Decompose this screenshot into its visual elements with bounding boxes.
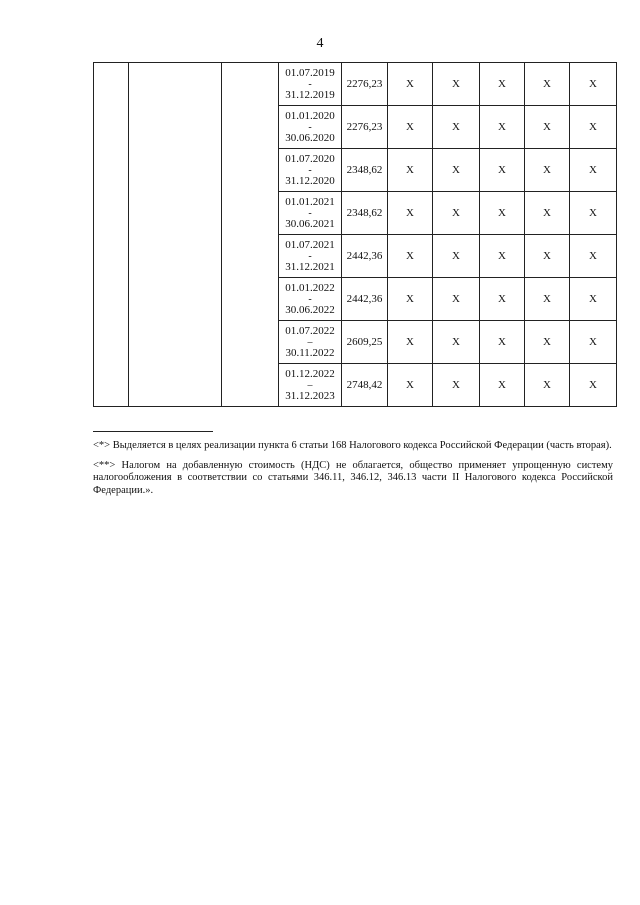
x-mark-cell: X (388, 321, 433, 364)
x-mark-cell: X (525, 321, 570, 364)
x-mark-cell: X (570, 321, 617, 364)
footnote-1: <*> Выделяется в целях реализации пункта 6 статьи 168 Налогового кодекса Российской Федерации (часть вторая). (93, 440, 612, 451)
period-separator: – (307, 379, 313, 391)
period-cell (279, 278, 342, 321)
period-separator: - (308, 293, 312, 305)
blank-col-3 (222, 63, 279, 407)
footnotes (93, 440, 613, 504)
x-mark-cell: X (525, 106, 570, 149)
period-end: 30.06.2021 (285, 217, 335, 230)
x-mark-cell: X (388, 106, 433, 149)
period-separator: – (307, 336, 313, 348)
period-end: 31.12.2019 (285, 88, 335, 101)
period-cell (279, 63, 342, 106)
x-mark-cell: X (570, 235, 617, 278)
x-mark-cell: X (433, 149, 480, 192)
x-mark-cell: X (388, 278, 433, 321)
x-mark-cell: X (433, 106, 480, 149)
x-mark-cell: X (388, 235, 433, 278)
x-mark-cell: X (570, 149, 617, 192)
period-end: 30.06.2022 (285, 303, 335, 316)
tariff-value: 2442,36 (342, 235, 388, 278)
x-mark-cell: X (388, 192, 433, 235)
x-mark-cell: X (570, 278, 617, 321)
x-mark-cell: X (525, 192, 570, 235)
period-cell (279, 364, 342, 407)
x-mark-cell: X (480, 364, 525, 407)
table-body (94, 63, 617, 407)
x-mark-cell: X (388, 364, 433, 407)
x-mark-cell: X (525, 364, 570, 407)
period-end: 31.12.2021 (285, 260, 335, 273)
period-cell (279, 321, 342, 364)
period-start: 01.12.2022 (285, 368, 335, 380)
period-cell (279, 149, 342, 192)
footnote-2: <**> Налогом на добавленную стоимость (НДС) не облагается, общество применяет упрощенную систему налогообложения в соответствии со статьями 346.11, 346.12, 346.13 части II Налогового кодекса Российской Федерации.». (93, 459, 613, 496)
x-mark-cell: X (480, 192, 525, 235)
tariff-value: 2442,36 (342, 278, 388, 321)
x-mark-cell: X (570, 63, 617, 106)
x-mark-cell: X (433, 364, 480, 407)
tariff-value: 2276,23 (342, 106, 388, 149)
period-end: 31.12.2020 (285, 174, 335, 187)
period-start: 01.07.2020 (285, 153, 335, 165)
x-mark-cell: X (480, 149, 525, 192)
period-separator: - (308, 164, 312, 176)
period-start: 01.07.2019 (285, 67, 335, 79)
tariff-value: 2348,62 (342, 149, 388, 192)
x-mark-cell: X (525, 278, 570, 321)
tariff-value: 2609,25 (342, 321, 388, 364)
x-mark-cell: X (433, 278, 480, 321)
period-start: 01.07.2022 (285, 325, 335, 337)
period-start: 01.01.2022 (285, 282, 335, 294)
x-mark-cell: X (388, 63, 433, 106)
table-row (94, 63, 617, 106)
tariff-value: 2748,42 (342, 364, 388, 407)
period-start: 01.07.2021 (285, 239, 335, 251)
x-mark-cell: X (433, 235, 480, 278)
period-end: 31.12.2023 (285, 389, 335, 402)
period-separator: - (308, 78, 312, 90)
period-separator: - (308, 250, 312, 262)
period-end: 30.06.2020 (285, 131, 335, 144)
x-mark-cell: X (570, 106, 617, 149)
x-mark-cell: X (433, 192, 480, 235)
tariff-table (93, 62, 617, 407)
x-mark-cell: X (480, 63, 525, 106)
page-number: 4 (316, 36, 324, 51)
period-start: 01.01.2020 (285, 110, 335, 122)
period-cell (279, 192, 342, 235)
x-mark-cell: X (570, 364, 617, 407)
x-mark-cell: X (433, 321, 480, 364)
period-start: 01.01.2021 (285, 196, 335, 208)
period-cell (279, 106, 342, 149)
period-end: 30.11.2022 (285, 346, 335, 359)
x-mark-cell: X (433, 63, 480, 106)
x-mark-cell: X (525, 235, 570, 278)
footnote-separator (93, 431, 213, 432)
period-separator: - (308, 207, 312, 219)
x-mark-cell: X (525, 149, 570, 192)
blank-col-2 (129, 63, 222, 407)
period-separator: - (308, 121, 312, 133)
x-mark-cell: X (480, 321, 525, 364)
tariff-value: 2276,23 (342, 63, 388, 106)
tariff-value: 2348,62 (342, 192, 388, 235)
blank-col-1 (94, 63, 129, 407)
x-mark-cell: X (525, 63, 570, 106)
x-mark-cell: X (480, 235, 525, 278)
period-cell (279, 235, 342, 278)
x-mark-cell: X (480, 278, 525, 321)
x-mark-cell: X (570, 192, 617, 235)
x-mark-cell: X (480, 106, 525, 149)
x-mark-cell: X (388, 149, 433, 192)
